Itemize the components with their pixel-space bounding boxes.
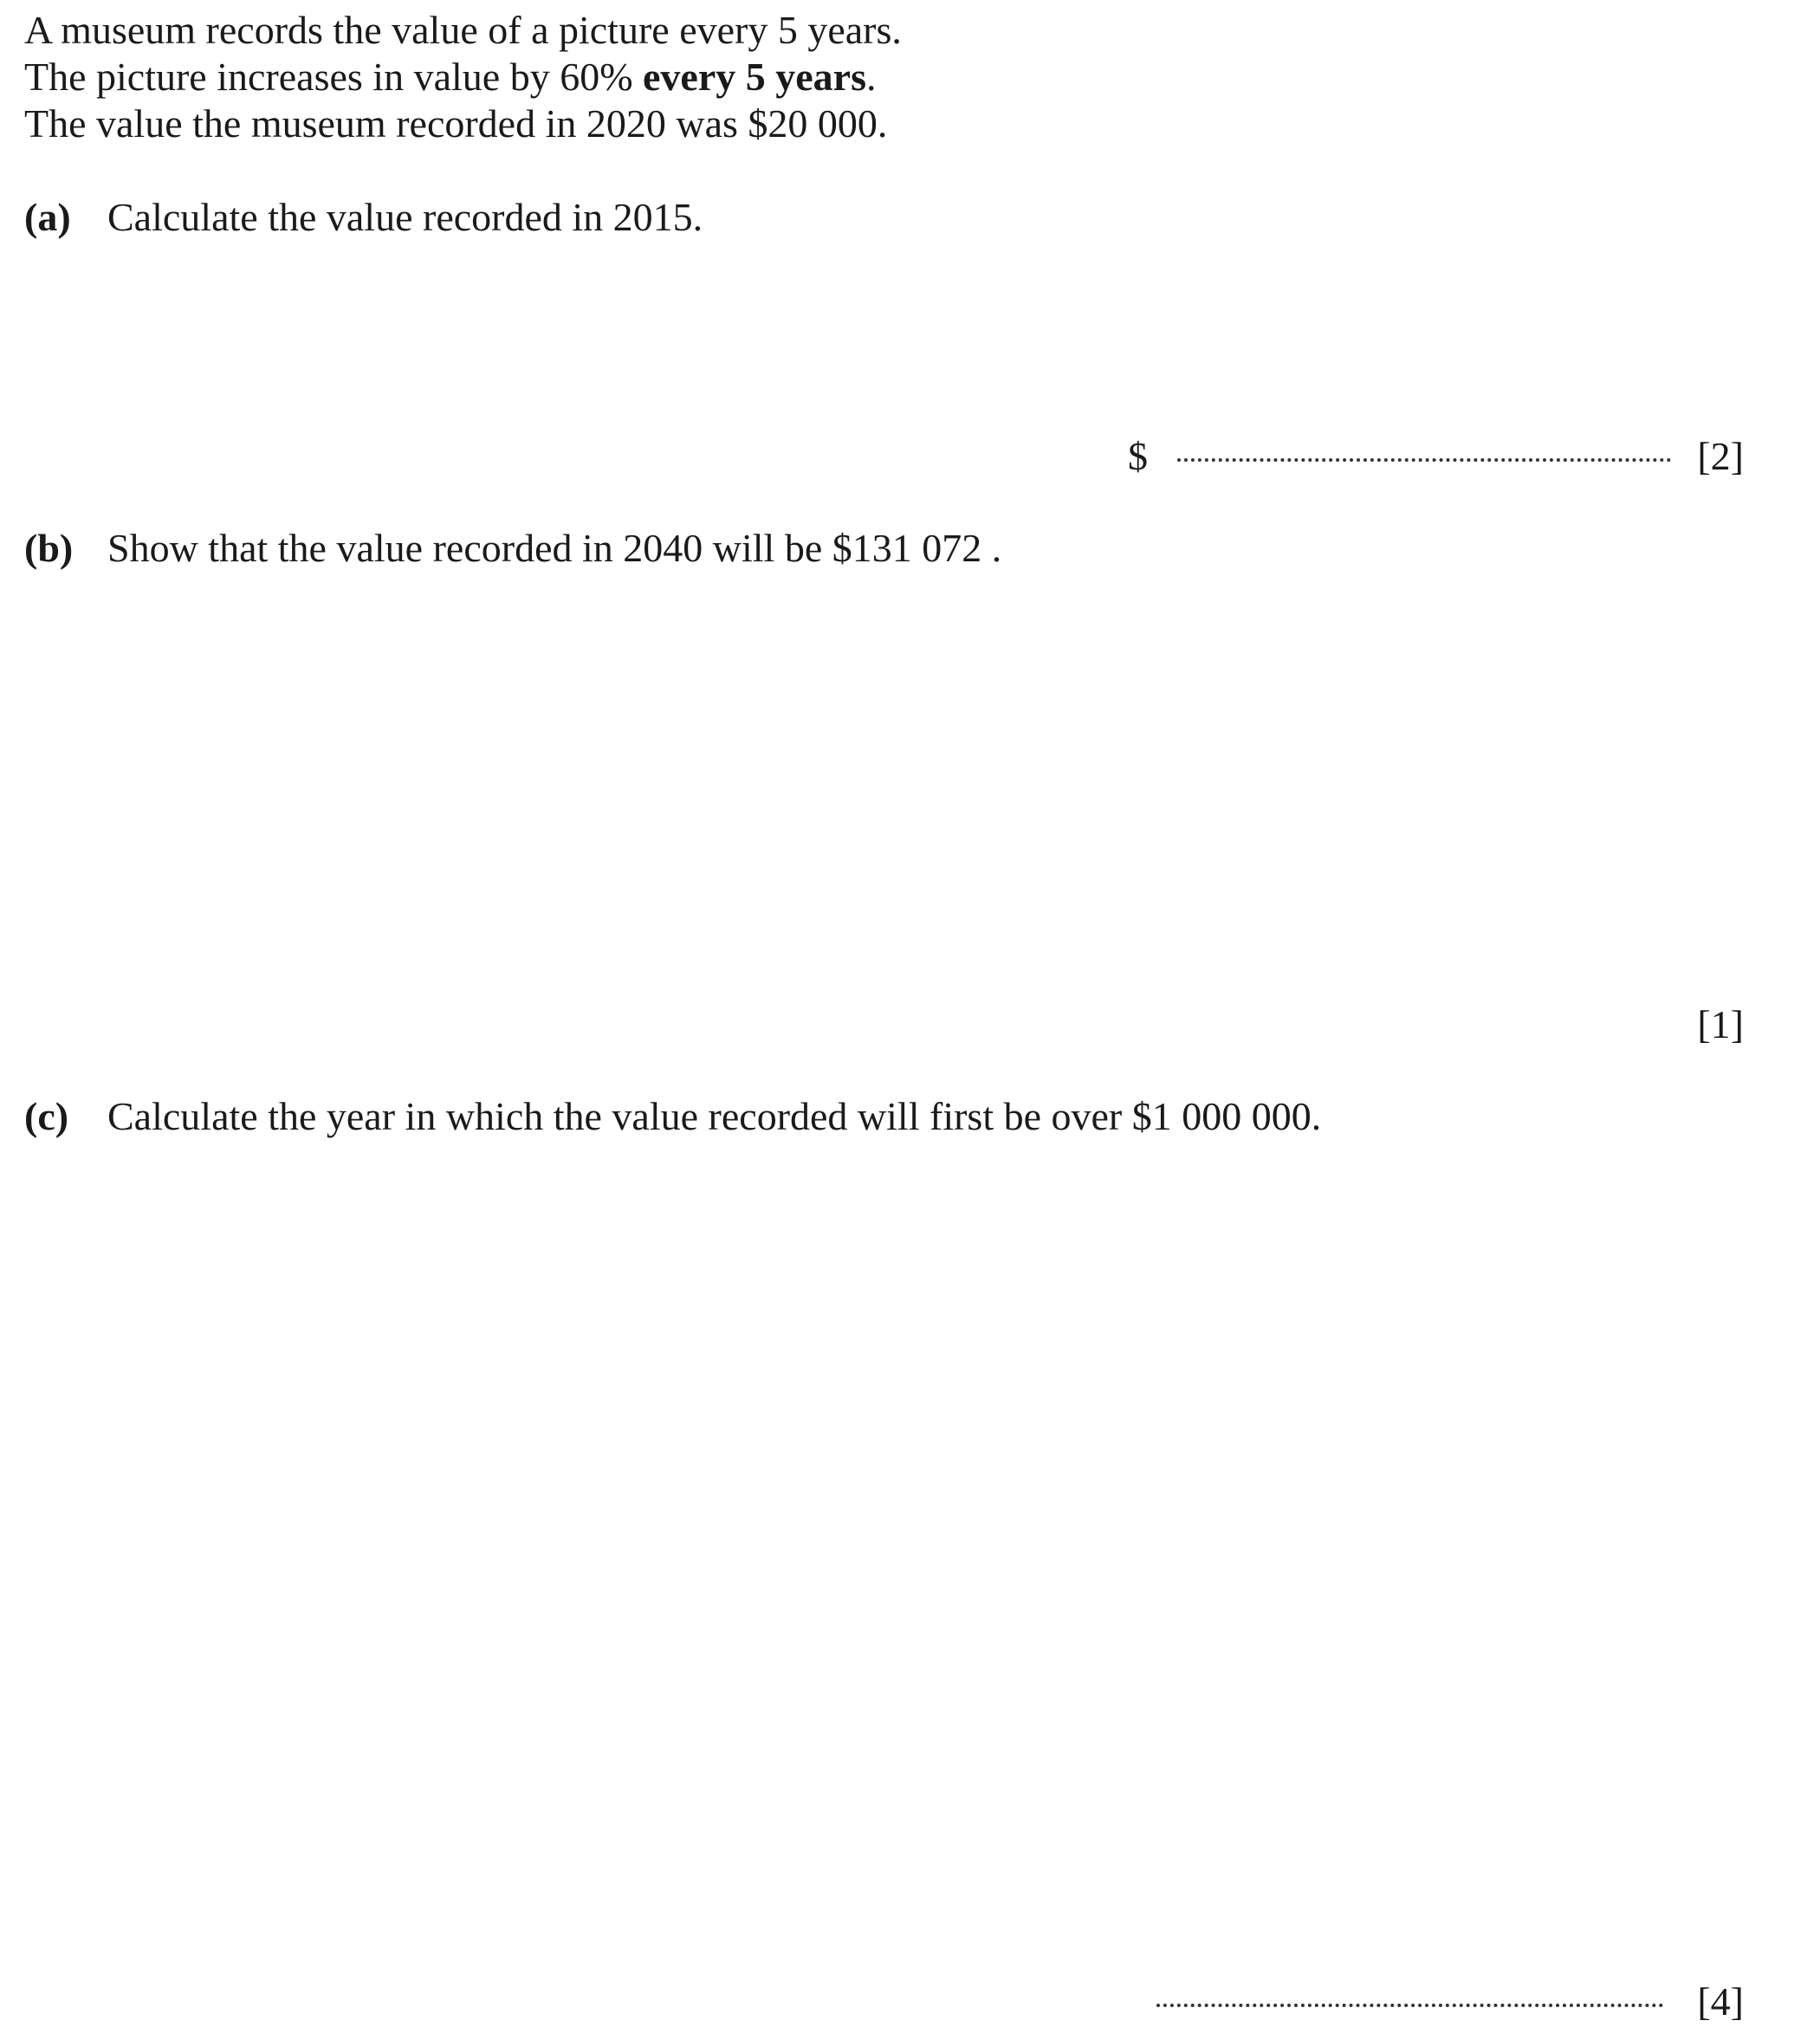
part-c-answer-field[interactable]	[1156, 2004, 1663, 2007]
part-b-marks: [1]	[1697, 1002, 1744, 1046]
intro-line-2-bold: every 5 years	[643, 55, 867, 99]
part-b-question: Show that the value recorded in 2040 will be $131 072 .	[107, 526, 1002, 570]
intro-line-2	[24, 54, 877, 100]
intro-line-3: The value the museum recorded in 2020 was $20 000.	[24, 101, 888, 146]
intro-line-2-prefix: The picture increases in value by 60%	[24, 55, 644, 99]
part-a-answer-field[interactable]	[1177, 458, 1671, 462]
intro-line-1: A museum records the value of a picture every 5 years.	[24, 8, 902, 52]
part-a-label: (a)	[24, 195, 71, 239]
part-a-marks: [2]	[1697, 434, 1744, 478]
part-c-marks: [4]	[1697, 1979, 1744, 2024]
part-a-answer-line	[1128, 433, 1671, 480]
intro-line-2-suffix: .	[866, 55, 877, 99]
part-c-question: Calculate the year in which the value recorded will first be over $1 000 000.	[107, 1094, 1322, 1138]
part-a-question: Calculate the value recorded in 2015.	[107, 195, 703, 239]
part-b-label: (b)	[24, 526, 74, 570]
part-c-label: (c)	[24, 1094, 69, 1138]
part-c-answer-line	[1156, 1978, 1663, 2025]
part-a-dollar-sign: $	[1128, 434, 1148, 478]
